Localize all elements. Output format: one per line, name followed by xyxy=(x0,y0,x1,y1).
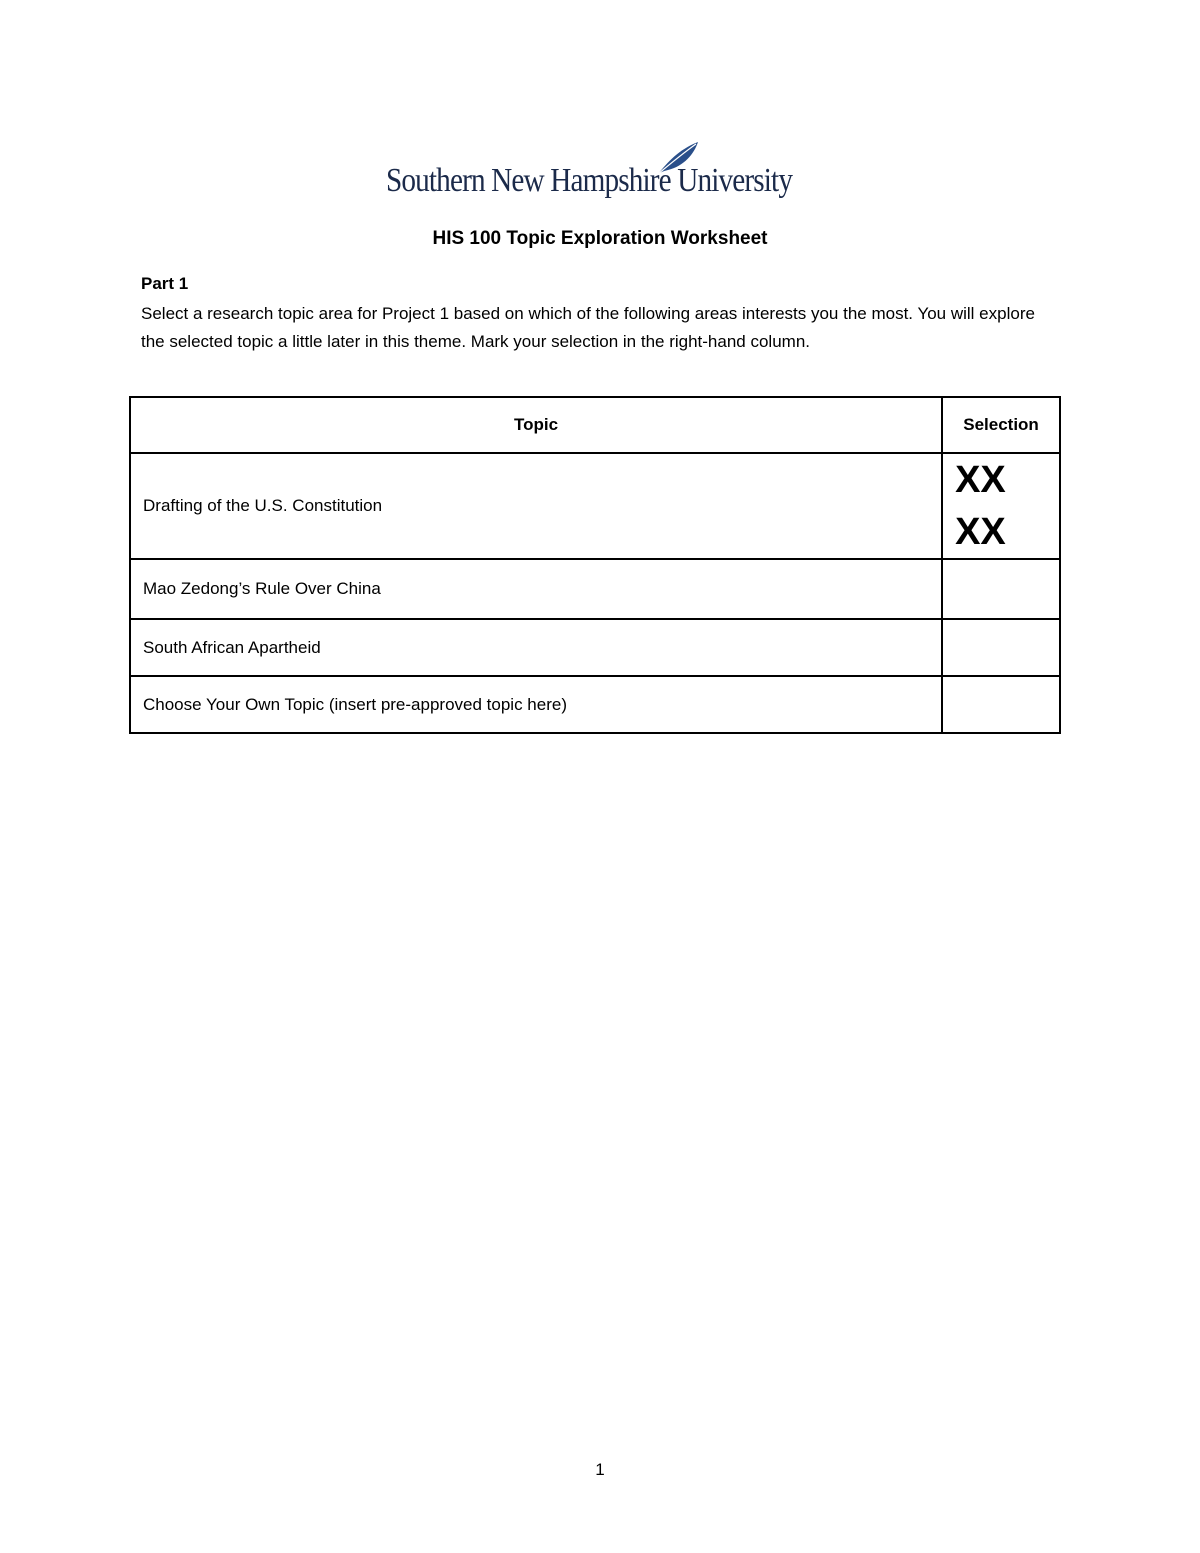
section-label: Part 1 xyxy=(141,274,189,293)
table-row xyxy=(130,676,1060,733)
topic-selection-table xyxy=(129,396,1061,734)
table-row xyxy=(130,619,1060,676)
topic-cell: Choose Your Own Topic (insert pre-approved topic here) xyxy=(130,676,942,733)
topic-cell: Mao Zedong’s Rule Over China xyxy=(130,559,942,619)
document-title: HIS 100 Topic Exploration Worksheet xyxy=(432,228,768,249)
selection-cell[interactable] xyxy=(942,559,1060,619)
table-row xyxy=(130,559,1060,619)
university-logo xyxy=(386,140,816,208)
header-selection: Selection xyxy=(942,397,1060,453)
header-topic: Topic xyxy=(130,397,942,453)
instructions-paragraph: Select a research topic area for Project 1 based on which of the following areas interests you the most. You will explore the selected topic a little later in this theme. Mark your selection in the right-hand column. xyxy=(141,304,1035,351)
selection-cell[interactable] xyxy=(942,676,1060,733)
selection-cell[interactable] xyxy=(942,619,1060,676)
topic-cell: South African Apartheid xyxy=(130,619,942,676)
logo-wordmark: Southern New Hampshire University xyxy=(386,162,793,199)
table-header-row xyxy=(130,397,1060,453)
feather-icon xyxy=(654,140,700,176)
topic-cell: Drafting of the U.S. Constitution xyxy=(130,453,942,559)
table-row xyxy=(130,453,1060,559)
selection-cell[interactable] xyxy=(942,453,1060,559)
selection-mark: XXXX xyxy=(955,459,1006,553)
page-number: 1 xyxy=(595,1460,605,1479)
